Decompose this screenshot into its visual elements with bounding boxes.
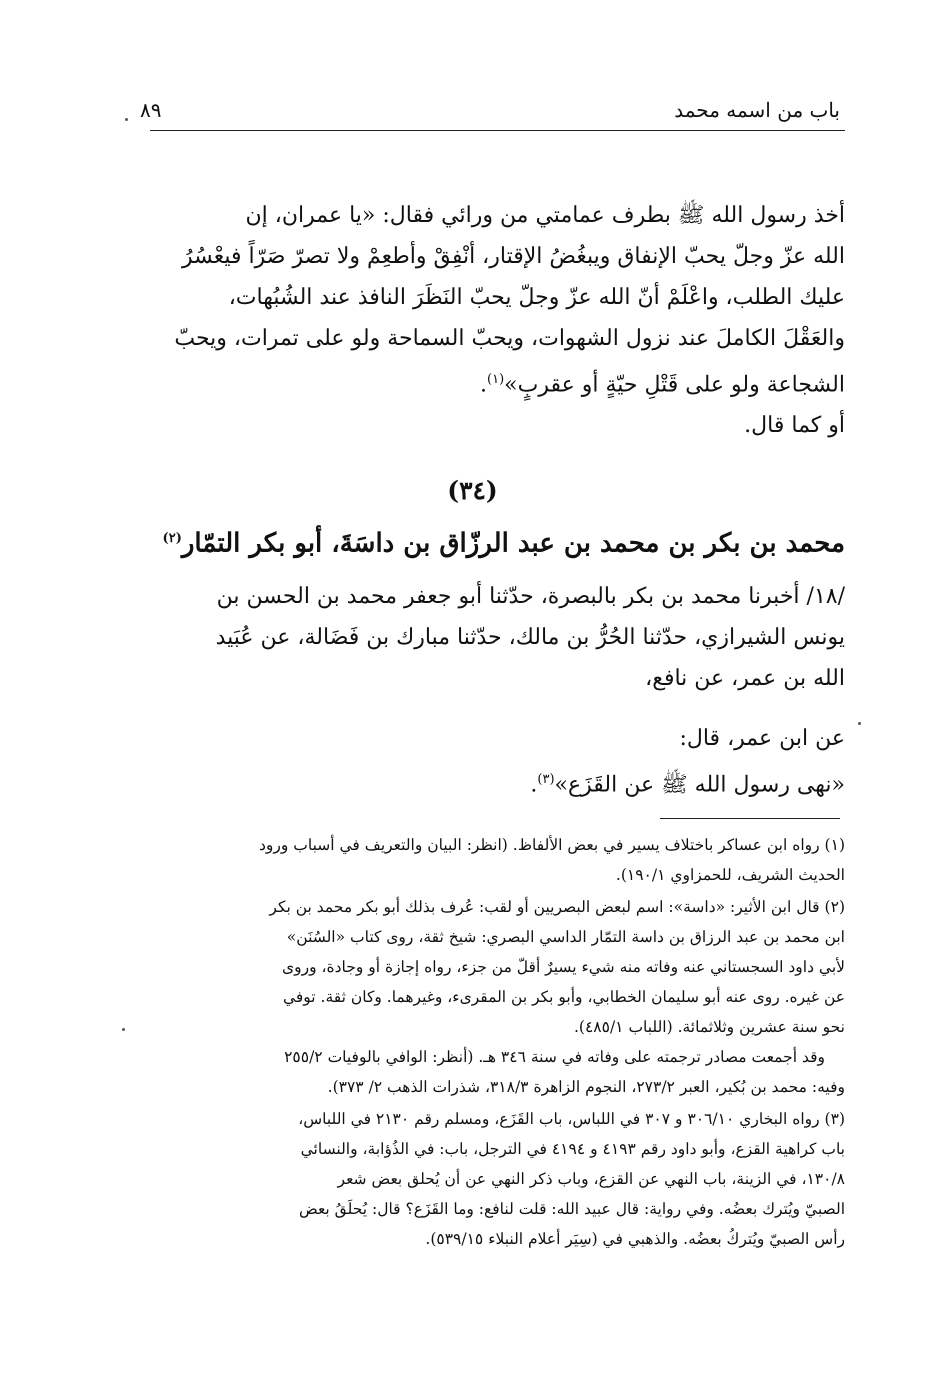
header-rule (150, 130, 845, 131)
matn-paragraph (155, 718, 845, 805)
footnote-1 (155, 830, 845, 890)
isnad-line: يونس الشيرازي، حدّثنا الحُرُّ بن مالك، حدّثنا مبارك بن فَضَالة، عن عُبَيد (215, 625, 845, 650)
intro-line-text: الشجاعة ولو على قَتْلِ حيّةٍ أو عقربٍ» (504, 372, 845, 398)
footnote-ref: (٢) (162, 531, 182, 546)
footnote-line: وفيه: محمد بن بُكير، العبر ٢٧٣/٢، النجوم الزاهرة ٣١٨/٣، شذرات الذهب ٢/ ٣٧٣). (327, 1078, 845, 1096)
footnote-line: الحديث الشريف، للحمزاوي ١٩٠/١). (615, 866, 845, 884)
footnote-number: (٣) (824, 1110, 845, 1128)
period: . (530, 772, 538, 798)
footnote-line (155, 1104, 845, 1134)
intro-paragraph (155, 195, 845, 446)
scan-speck (858, 722, 861, 725)
footnote-number: (١) (824, 836, 845, 854)
footnote-text: رواه ابن عساكر باختلاف يسير في بعض الألفاظ. (انظر: البيان والتعريف في أسباب ورود (259, 836, 820, 854)
footnote-number: (٢) (824, 898, 845, 916)
page-header (140, 98, 840, 130)
footnote-line: الصبيّ ويُترك بعضُه. وفي رواية: قال عبيد الله: قلت لنافع: وما القَزَع؟ قال: يُحلَقُ بعض (298, 1200, 845, 1218)
footnote-line (155, 830, 845, 860)
page-number: ٨٩ (140, 98, 162, 122)
isnad-line: الله بن عمر، عن نافع، (645, 666, 845, 691)
footnote-line: نحو سنة عشرين وثلاثمائة. (اللباب ٤٨٥/١). (574, 1018, 845, 1036)
section-title (95, 522, 845, 561)
footnote-rule (660, 818, 840, 819)
section-number: (٣٤) (447, 476, 498, 505)
footnote-line: وقد أجمعت مصادر ترجمته على وفاته في سنة ٣٤٦ هـ. (أنظر: الوافي بالوفيات ٢٥٥/٢ (284, 1048, 825, 1066)
footnotes (155, 830, 845, 1256)
intro-line: والعَقْلَ الكاملَ عند نزول الشهوات، ويحبّ السماحة ولو على تمرات، ويحبّ (174, 326, 845, 351)
scan-speck (125, 118, 128, 121)
footnote-3 (155, 1104, 845, 1254)
footnote-ref: (٣) (537, 772, 555, 787)
intro-line (155, 359, 845, 405)
footnote-text: قال ابن الأثير: «داسة»: اسم لبعض البصريين أو لقب: عُرف بذلك أبو بكر محمد بن بكر (269, 898, 820, 916)
isnad-paragraph (155, 576, 845, 699)
footnote-line: ١٣٠/٨، في الزينة، باب النهي عن القزع، وباب ذكر النهي عن أن يُحلق بعض شعر (337, 1170, 845, 1188)
intro-line: الله عزّ وجلّ يحبّ الإنفاق ويبغُضُ الإقتار، أنْفِقْ وأطعِمْ ولا تصرّ صَرّاً فيعْسُرُ (182, 244, 845, 269)
matn-line-text: «نهى رسول الله ﷺ عن القَزَع» (554, 772, 845, 798)
footnote-line: لأبي داود السجستاني عنه وفاته منه شيء يسيرٌ أقلّ من جزء، رواه إجازة أو وجادة، وروى (281, 958, 845, 976)
matn-line: عن ابن عمر، قال: (679, 726, 845, 751)
footnote-line: عن غيره. روى عنه أبو سليمان الخطابي، وأبو بكر بن المقرىء، وغيرهما. وكان ثقة. توفي (282, 988, 845, 1006)
period: . (480, 372, 488, 398)
footnote-line: ابن محمد بن عبد الرزاق بن داسة التمّار الداسي البصري: شيخ ثقة، روى كتاب «السُنَن» (286, 928, 845, 946)
footnote-text: رواه البخاري ٣٠٦/١٠ و ٣٠٧ في اللباس، باب القَزَع، ومسلم رقم ٢١٣٠ في اللباس، (298, 1110, 820, 1128)
intro-line: عليك الطلب، واعْلَمْ أنّ الله عزّ وجلّ يحبّ النَظَرَ النافذ عند الشُبُهات، (228, 285, 845, 310)
footnote-line (155, 892, 845, 922)
isnad-line: /١٨/ أخبرنا محمد بن بكر بالبصرة، حدّثنا أبو جعفر محمد بن الحسن بن (216, 584, 845, 609)
matn-line (155, 759, 845, 805)
intro-line: أخذ رسول الله ﷺ بطرف عمامتي من ورائي فقال: «يا عمران، إن (245, 203, 845, 228)
footnote-line: باب كراهية القزع، وأبو داود رقم ٤١٩٣ و ٤١٩٤ في الترجل، باب: في الذُؤابة، والنسائي (300, 1140, 845, 1158)
footnote-line: رأس الصبيّ ويُتركُ بعضُه. والذهبي في (سِيَر أعلام النبلاء ٥٣٩/١٥). (425, 1230, 845, 1248)
scan-speck (122, 1028, 125, 1031)
intro-line: أو كما قال. (744, 413, 845, 439)
section-title-text: محمد بن بكر بن محمد بن عبد الرزّاق بن داسَةَ، أبو بكر التمّار (181, 528, 845, 559)
footnote-2 (155, 892, 845, 1102)
footnote-ref: (١) (487, 372, 505, 387)
running-title: باب من اسمه محمد (674, 98, 840, 122)
